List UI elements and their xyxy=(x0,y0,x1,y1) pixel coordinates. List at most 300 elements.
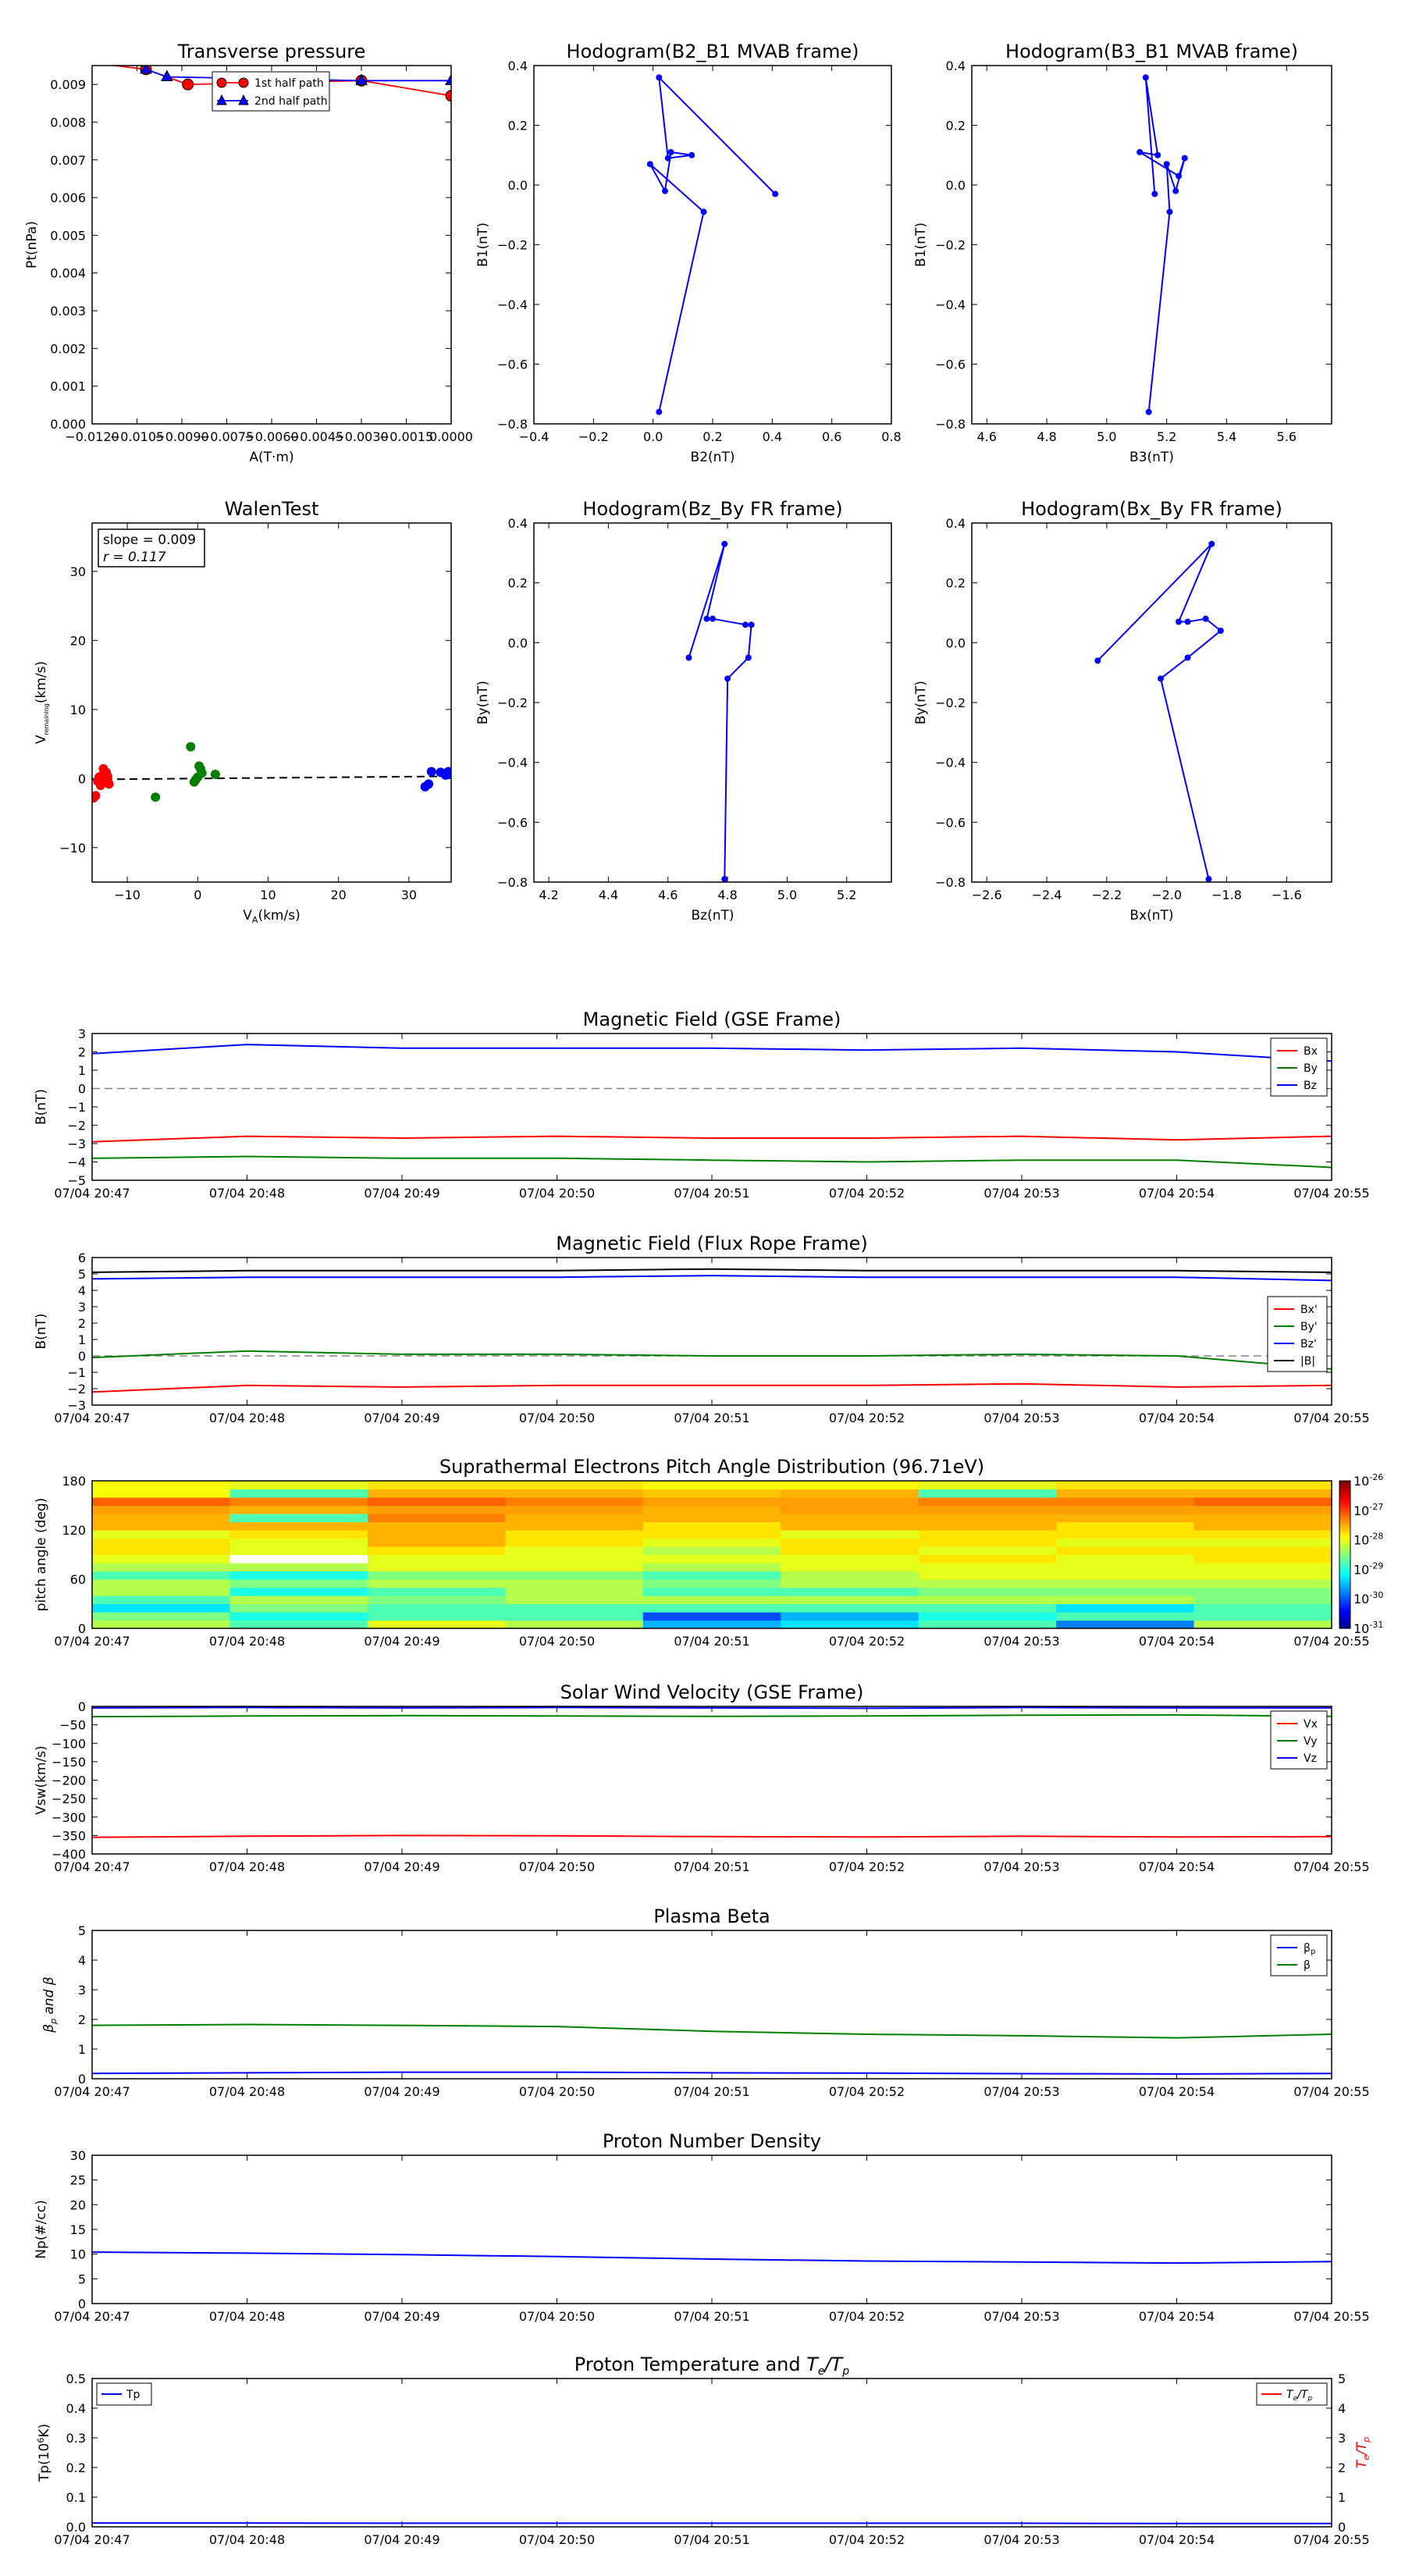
x-tick-label: −0.0090 xyxy=(155,429,209,444)
y-tick-label: 1 xyxy=(77,1332,86,1347)
x-tick-label: 07/04 20:50 xyxy=(518,2532,596,2547)
title-main: Proton Temperature and xyxy=(574,2354,807,2375)
y2-tick-label: 2 xyxy=(1338,2460,1346,2475)
title-math: T xyxy=(806,2354,818,2375)
legend-label: Bx' xyxy=(1300,1304,1318,1316)
y-tick-label: 0.004 xyxy=(50,265,86,281)
x-tick-label: 07/04 20:54 xyxy=(1138,2084,1215,2099)
title-mid: /T xyxy=(824,2354,843,2375)
chart-hodogram-h1 xyxy=(475,41,902,465)
x-tick-label: −0.0030 xyxy=(334,429,389,444)
y-tick-label: −0.8 xyxy=(935,875,966,890)
plot-area xyxy=(647,74,778,415)
xlabel-main: V xyxy=(243,908,252,923)
heatmap-cell xyxy=(643,1506,781,1514)
heatmap-cell xyxy=(781,1539,919,1547)
plot-area xyxy=(92,1481,1332,1629)
y-tick-label: −0.8 xyxy=(935,417,966,432)
heatmap-cell xyxy=(229,1481,368,1489)
x-tick-label: 07/04 20:50 xyxy=(518,1859,596,1874)
hodogram-line xyxy=(1140,77,1185,411)
data-point xyxy=(703,616,710,622)
plot-area xyxy=(92,2025,1332,2074)
heatmap-cell xyxy=(92,1596,230,1604)
series-line-By xyxy=(92,1157,1332,1168)
heatmap-cell xyxy=(643,1514,781,1522)
heatmap-cell xyxy=(919,1612,1057,1621)
x-tick-label: 07/04 20:55 xyxy=(1293,2532,1370,2547)
data-point xyxy=(701,208,707,215)
heatmap-cell xyxy=(1056,1497,1194,1506)
y-tick-label: 0 xyxy=(77,1621,86,1636)
y-tick-label: −0.2 xyxy=(935,237,966,253)
series-line-Bx' xyxy=(92,1384,1332,1393)
heatmap-cell xyxy=(229,1555,368,1564)
legend-sub: p xyxy=(1310,1948,1316,1956)
x-tick-label: −0.0120 xyxy=(65,429,119,444)
legend-name: T xyxy=(1286,2389,1293,2401)
heatmap-cell xyxy=(229,1506,368,1514)
y-tick-label: 10 xyxy=(69,2247,86,2262)
y-tick-label: 0.2 xyxy=(945,575,966,591)
x-tick-label: −2.0 xyxy=(1151,888,1183,902)
heatmap-cell xyxy=(643,1530,781,1539)
heatmap-cell xyxy=(229,1489,368,1498)
y-tick-label: −0.2 xyxy=(935,696,966,710)
heatmap-cell xyxy=(1194,1579,1332,1588)
x-tick-label: 07/04 20:48 xyxy=(208,2309,286,2324)
heatmap-cell xyxy=(919,1522,1057,1531)
heatmap-cell xyxy=(1194,1604,1332,1613)
colorbar-exponent: -30 xyxy=(1369,1590,1384,1601)
y-tick-label: 0.009 xyxy=(50,77,86,93)
y-tick-label: 0 xyxy=(77,2297,86,2311)
heatmap-cell xyxy=(368,1555,506,1564)
y-tick-label: −1 xyxy=(67,1100,86,1115)
data-point xyxy=(1208,541,1215,547)
x-tick-label: −0.0075 xyxy=(199,429,254,444)
tp2-ylabel xyxy=(36,2424,52,2482)
y2-tick-label: 5 xyxy=(1338,2371,1346,2386)
x-tick-label: −0.0045 xyxy=(289,429,344,444)
y-tick-label: −200 xyxy=(52,1773,86,1788)
x-tick-label: 07/04 20:50 xyxy=(518,1634,596,1649)
data-point xyxy=(1185,655,1191,661)
y-tick-label: 3 xyxy=(77,1026,86,1041)
y-tick-label: 2 xyxy=(77,1044,86,1060)
heatmap-cell xyxy=(919,1621,1057,1629)
legend xyxy=(1268,1297,1327,1372)
plot-frame xyxy=(92,2155,1332,2304)
x-tick-label: 07/04 20:50 xyxy=(518,1411,596,1425)
bfr-ylabel: B(nT) xyxy=(34,1313,49,1350)
y-tick-label: 0.3 xyxy=(66,2431,86,2446)
heatmap-cell xyxy=(368,1539,506,1547)
heatmap-cell xyxy=(1056,1514,1194,1522)
heatmap-cell xyxy=(1056,1604,1194,1613)
data-point xyxy=(186,742,195,752)
heatmap-cell xyxy=(919,1604,1057,1613)
y-tick-label: −0.2 xyxy=(497,696,528,710)
x-tick-label: 07/04 20:51 xyxy=(674,1859,750,1874)
data-point xyxy=(183,79,194,90)
legend xyxy=(1271,1038,1327,1096)
y-tick-label: 0.003 xyxy=(50,304,86,319)
colorbar-tick-label xyxy=(1353,1472,1383,1489)
heatmap-cell xyxy=(368,1489,506,1498)
x-tick-label: 07/04 20:51 xyxy=(674,2532,750,2547)
tp-xlabel: A(T·m) xyxy=(249,450,294,465)
heatmap-cell xyxy=(505,1546,643,1555)
heatmap-cell xyxy=(368,1571,506,1580)
data-point xyxy=(685,655,692,661)
heatmap-cell xyxy=(229,1563,368,1571)
heatmap-cell xyxy=(1194,1514,1332,1522)
legend-name: Bx xyxy=(1304,1045,1318,1058)
heatmap-cell xyxy=(92,1588,230,1596)
data-point xyxy=(1146,409,1152,415)
data-point xyxy=(647,161,653,167)
ylabel-main: β xyxy=(41,2023,57,2033)
series-line-Bz' xyxy=(92,1276,1332,1280)
heatmap-cell xyxy=(368,1621,506,1629)
heatmap-cell xyxy=(1056,1555,1194,1564)
x-tick-label: 07/04 20:52 xyxy=(828,1634,905,1649)
heatmap-cell xyxy=(229,1497,368,1506)
x-tick-label: 07/04 20:53 xyxy=(984,1186,1060,1201)
heatmap-cell xyxy=(1194,1555,1332,1564)
x-tick-label: 07/04 20:51 xyxy=(674,2084,750,2099)
heatmap-cell xyxy=(1056,1579,1194,1588)
x-tick-label: 07/04 20:54 xyxy=(1138,2532,1215,2547)
data-point xyxy=(1185,619,1191,625)
y-tick-label: −100 xyxy=(52,1736,86,1752)
chart-hodogram-h4 xyxy=(913,498,1332,923)
heatmap-cell xyxy=(781,1522,919,1531)
heatmap-cell xyxy=(919,1563,1057,1571)
heatmap-cell xyxy=(643,1579,781,1588)
legend-label xyxy=(1304,1959,1311,1972)
y-tick-label: −5 xyxy=(67,1173,86,1188)
plot-area xyxy=(685,541,754,882)
ylabel-tail: (km/s) xyxy=(34,660,49,704)
heatmap-cell xyxy=(505,1497,643,1506)
y2-tick-label: 3 xyxy=(1338,2431,1346,2446)
x-tick-label: 07/04 20:50 xyxy=(518,2084,596,2099)
colorbar-exponent: -27 xyxy=(1369,1501,1384,1512)
y-tick-label: 120 xyxy=(62,1523,86,1538)
plot-frame xyxy=(534,66,891,424)
x-tick-label: 07/04 20:48 xyxy=(208,1859,286,1874)
legend-label xyxy=(1304,1045,1318,1058)
h2-title: Hodogram(B3_B1 MVAB frame) xyxy=(1005,41,1298,62)
x-tick-label: 07/04 20:48 xyxy=(208,2084,286,2099)
data-point xyxy=(1158,675,1164,681)
heatmap-cell xyxy=(919,1571,1057,1580)
h3-title: Hodogram(Bz_By FR frame) xyxy=(582,498,843,520)
chart-tp2 xyxy=(36,2354,1371,2547)
heatmap-cell xyxy=(92,1497,230,1506)
x-tick-label: 07/04 20:48 xyxy=(208,1411,286,1425)
x-tick-label: −0.4 xyxy=(518,429,550,444)
data-point xyxy=(742,621,749,628)
x-tick-label: 07/04 20:48 xyxy=(208,1186,286,1201)
y-tick-label: −1 xyxy=(67,1365,86,1380)
x-tick-label: −10 xyxy=(114,888,140,902)
y-tick-label: 0.1 xyxy=(66,2490,86,2505)
x-tick-label: 07/04 20:47 xyxy=(54,1859,130,1874)
plot-area xyxy=(92,2523,1332,2524)
heatmap-cell xyxy=(505,1555,643,1564)
legend-label: 1st half path xyxy=(254,77,324,90)
y-tick-label: 0.5 xyxy=(66,2371,86,2386)
bgse-title: Magnetic Field (GSE Frame) xyxy=(582,1009,841,1030)
heatmap-cell xyxy=(1194,1489,1332,1498)
legend-name: Vy xyxy=(1304,1735,1318,1748)
y-tick-label: 10 xyxy=(69,702,86,717)
legend-label xyxy=(1304,1735,1318,1748)
x-tick-label: 07/04 20:55 xyxy=(1293,1186,1370,1201)
data-point xyxy=(1176,173,1182,180)
heatmap-cell xyxy=(643,1621,781,1629)
heatmap-cell xyxy=(643,1563,781,1571)
x-tick-label: −2.2 xyxy=(1091,888,1122,902)
heatmap-cell xyxy=(92,1604,230,1613)
heatmap-cell xyxy=(643,1571,781,1580)
x-tick-label: 5.0 xyxy=(777,888,798,902)
plot-frame xyxy=(92,1034,1332,1180)
heatmap-cell xyxy=(505,1604,643,1613)
data-point xyxy=(191,775,201,785)
chart-pitch-angle xyxy=(34,1456,1383,1649)
heatmap-cell xyxy=(505,1621,643,1629)
heatmap-cell xyxy=(643,1612,781,1621)
h4-ylabel: By(nT) xyxy=(913,680,929,725)
x-tick-label: 4.8 xyxy=(1037,429,1057,444)
heatmap-cell xyxy=(1056,1621,1194,1629)
heatmap-cell xyxy=(1194,1588,1332,1596)
y-tick-label: 180 xyxy=(62,1474,86,1489)
legend-name: Vz xyxy=(1304,1752,1317,1765)
y2-tick-label: 0 xyxy=(1338,2520,1346,2535)
heatmap-cell xyxy=(368,1506,506,1514)
data-point xyxy=(1094,657,1101,664)
np-ylabel: Np(#/cc) xyxy=(34,2200,49,2259)
data-point xyxy=(1218,628,1224,634)
heatmap-cell xyxy=(643,1497,781,1506)
y-tick-label: 1 xyxy=(77,2042,86,2057)
heatmap-cell xyxy=(1194,1563,1332,1571)
plot-area xyxy=(89,742,456,802)
x-tick-label: −2.4 xyxy=(1031,888,1062,902)
x-tick-label: 07/04 20:53 xyxy=(984,2309,1060,2324)
h3-ylabel: By(nT) xyxy=(475,680,491,725)
heatmap-cell xyxy=(781,1596,919,1604)
hodogram-line xyxy=(650,77,775,411)
y-tick-label: 0.002 xyxy=(50,341,86,357)
heatmap-cell xyxy=(643,1522,781,1531)
x-tick-label: 07/04 20:55 xyxy=(1293,1634,1370,1649)
data-point xyxy=(721,876,727,882)
series-line-Bz xyxy=(92,1044,1332,1061)
y-tick-label: 15 xyxy=(69,2222,86,2237)
heatmap-cell xyxy=(92,1612,230,1621)
heatmap-cell xyxy=(919,1489,1057,1498)
legend-name: By xyxy=(1304,1062,1318,1075)
heatmap-cell xyxy=(781,1514,919,1522)
heatmap-cell xyxy=(643,1555,781,1564)
x-tick-label: 07/04 20:48 xyxy=(208,1634,286,1649)
legend-marker xyxy=(217,78,226,87)
x-tick-label: 07/04 20:55 xyxy=(1293,1859,1370,1874)
chart-np xyxy=(34,2130,1370,2324)
y-tick-label: 30 xyxy=(69,564,86,579)
colorbar-base: 10 xyxy=(1353,1621,1370,1636)
legend-left xyxy=(97,2383,151,2405)
x-tick-label: 30 xyxy=(400,888,418,902)
heatmap-cell xyxy=(505,1596,643,1604)
plot-frame xyxy=(92,523,451,882)
data-point xyxy=(721,541,727,547)
legend xyxy=(212,72,329,111)
heatmap-cell xyxy=(919,1514,1057,1522)
heatmap-cell xyxy=(643,1539,781,1547)
heatmap-cell xyxy=(781,1563,919,1571)
heatmap-cell xyxy=(1056,1612,1194,1621)
x-tick-label: 5.2 xyxy=(1156,429,1177,444)
y-tick-label: −0.8 xyxy=(497,417,528,432)
heatmap-cell xyxy=(919,1588,1057,1596)
h1-ylabel: B1(nT) xyxy=(475,222,491,267)
heatmap-cell xyxy=(92,1522,230,1531)
x-tick-label: 07/04 20:47 xyxy=(54,1634,130,1649)
title-sub: e xyxy=(817,2365,825,2378)
heatmap-cell xyxy=(229,1539,368,1547)
heatmap-cell xyxy=(229,1522,368,1531)
colorbar-exponent: -28 xyxy=(1369,1531,1384,1542)
heatmap-cell xyxy=(229,1604,368,1613)
legend-right xyxy=(1257,2383,1327,2405)
series-line-Vz xyxy=(92,1707,1332,1708)
y-tick-label: 4 xyxy=(77,1953,86,1968)
colorbar-exponent: -31 xyxy=(1369,1620,1384,1630)
plot-area xyxy=(1094,541,1224,882)
y-tick-label: 0.2 xyxy=(66,2460,86,2475)
y-tick-label: 0.000 xyxy=(50,417,86,432)
heatmap-cell xyxy=(1194,1571,1332,1580)
legend-name: Bz xyxy=(1304,1080,1317,1092)
x-tick-label: 07/04 20:53 xyxy=(984,1859,1060,1874)
x-tick-label: 07/04 20:54 xyxy=(1138,2309,1215,2324)
x-tick-label: 07/04 20:52 xyxy=(828,1411,905,1425)
heatmap-cell xyxy=(1194,1497,1332,1506)
data-point xyxy=(427,767,436,776)
x-tick-label: 07/04 20:50 xyxy=(518,2309,596,2324)
colorbar-exponent: -26 xyxy=(1369,1472,1384,1482)
heatmap-cell xyxy=(1194,1546,1332,1555)
x-tick-label: 0.2 xyxy=(702,429,723,444)
heatmap-cell xyxy=(1056,1522,1194,1531)
data-point xyxy=(1143,74,1149,80)
ylabel-main: Tp(10 xyxy=(37,2443,52,2482)
heatmap-cell xyxy=(919,1497,1057,1506)
heatmap-cell xyxy=(368,1546,506,1555)
y-tick-label: 0.0 xyxy=(945,178,966,193)
y-tick-label: −2 xyxy=(67,1382,86,1397)
heatmap-cell xyxy=(92,1579,230,1588)
heatmap-cell xyxy=(92,1514,230,1522)
heatmap-cell xyxy=(229,1579,368,1588)
heatmap-cell xyxy=(919,1555,1057,1564)
x-tick-label: 4.2 xyxy=(539,888,559,902)
plot-area xyxy=(92,1707,1332,1837)
y-tick-label: −3 xyxy=(67,1398,86,1413)
walen-title: WalenTest xyxy=(224,498,319,520)
data-point xyxy=(1154,152,1161,158)
heatmap-cell xyxy=(919,1506,1057,1514)
legend-label xyxy=(1304,1062,1318,1075)
y2-tick-label: 4 xyxy=(1338,2401,1346,2416)
heatmap-cell xyxy=(368,1612,506,1621)
x-tick-label: 07/04 20:52 xyxy=(828,2084,905,2099)
heatmap-cell xyxy=(1194,1596,1332,1604)
data-point xyxy=(749,621,755,628)
heatmap-cell xyxy=(919,1530,1057,1539)
chart-hodogram-h2 xyxy=(913,41,1332,465)
data-point xyxy=(151,792,160,802)
y-tick-label: 4 xyxy=(77,1283,86,1298)
colorbar xyxy=(1339,1472,1383,1636)
heatmap-cell xyxy=(505,1481,643,1489)
heatmap-cell xyxy=(229,1546,368,1555)
x-tick-label: 07/04 20:51 xyxy=(674,1634,750,1649)
x-tick-label: 07/04 20:47 xyxy=(54,2532,130,2547)
data-point xyxy=(1151,190,1158,197)
chart-hodogram-h3 xyxy=(475,498,891,923)
y-tick-label: 0.005 xyxy=(50,228,86,244)
data-point xyxy=(662,188,668,194)
data-point xyxy=(1164,161,1170,167)
heatmap-cell xyxy=(1194,1539,1332,1547)
y-tick-label: −3 xyxy=(67,1137,86,1151)
series-line-Tp xyxy=(92,2523,1332,2524)
heatmap-cell xyxy=(1194,1506,1332,1514)
y-tick-label: 0.4 xyxy=(66,2401,86,2416)
heatmap-cell xyxy=(1056,1563,1194,1571)
plot-frame xyxy=(534,523,891,882)
legend-label xyxy=(1304,1718,1318,1731)
ylabel-sub: p xyxy=(48,2018,59,2024)
heatmap-cell xyxy=(368,1579,506,1588)
x-tick-label: −2.6 xyxy=(971,888,1002,902)
x-tick-label: 07/04 20:49 xyxy=(364,1634,440,1649)
x-tick-label: 07/04 20:54 xyxy=(1138,1634,1215,1649)
x-tick-label: 4.4 xyxy=(598,888,619,902)
ylabel-tail: and β xyxy=(41,1976,57,2019)
walen-ylabel xyxy=(34,661,50,744)
y-tick-label: 0.0 xyxy=(507,178,528,193)
data-point xyxy=(668,149,674,155)
heatmap-cell xyxy=(229,1588,368,1596)
y-tick-label: 0.4 xyxy=(945,59,966,73)
x-tick-label: 07/04 20:54 xyxy=(1138,1186,1215,1201)
legend-marker xyxy=(239,78,248,87)
h2-ylabel: B1(nT) xyxy=(913,222,929,267)
heatmap-cell xyxy=(919,1481,1057,1489)
heatmap-cell xyxy=(505,1506,643,1514)
heatmap-cell xyxy=(368,1514,506,1522)
x-tick-label: 07/04 20:47 xyxy=(54,2084,130,2099)
